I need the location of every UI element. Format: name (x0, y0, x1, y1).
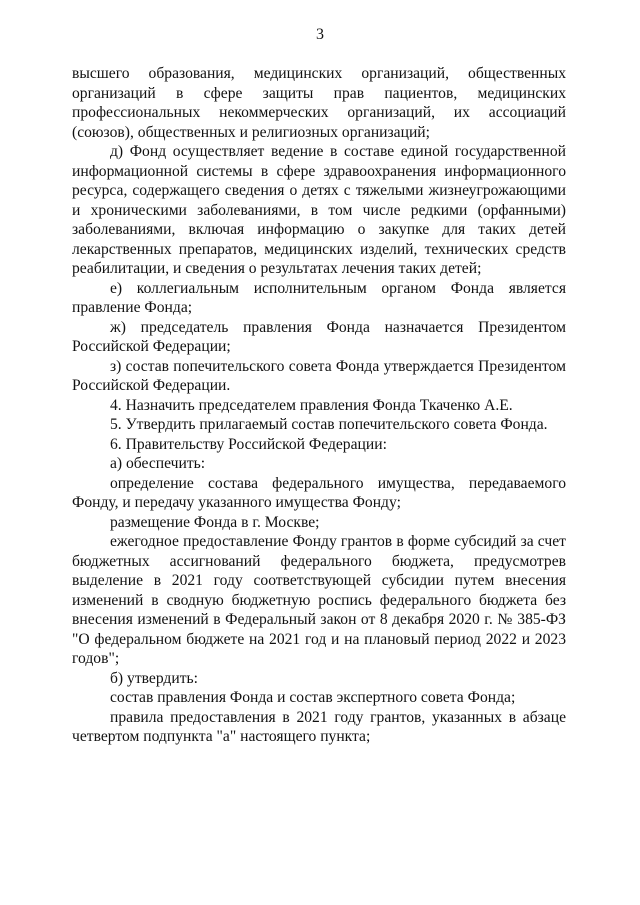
paragraph: а) обеспечить: (110, 455, 206, 472)
paragraph: б) утвердить: (110, 669, 198, 687)
paragraph: правила предоставления в 2021 году грантов, указанных в абзаце четвертом подпункта "а" настоящего пункта; (72, 708, 566, 745)
paragraph: е) коллегиальным исполнительным органом Фонда является правление Фонда; (72, 279, 566, 316)
page-number: 3 (316, 26, 324, 43)
paragraph: ежегодное предоставление Фонду грантов в форме субсидий за счет бюджетных ассигнований федерального бюджета, предусмотрев выделение в 2021 году соответствующей субсидии путем внесения изменений в сводную бюджетную роспись федерального бюджета без внесения изменений в Федеральный закон от 8 декабря 2020 г. № 385-ФЗ "О федеральном бюджете на 2021 год и на плановый период 2022 и 2023 годов"; (72, 533, 566, 667)
paragraph: 6. Правительству Российской Федерации: (110, 435, 387, 453)
paragraph: высшего образования, медицинских организаций, общественных организаций в сфере защиты прав пациентов, медицинских профессиональных некоммерческих организаций, их ассоциаций (союзов), общественных и религиозных организаций; (72, 65, 566, 141)
paragraph: д) Фонд осуществляет ведение в составе единой государственной информационной системы в сфере здравоохранения информационного ресурса, содержащего сведения о детях с тяжелыми жизнеугрожающими и хроническими заболеваниями, в том числе редкими (орфанными) заболеваниями, включая информацию о закупке для таких детей лекарственных препаратов, медицинских изделий, технических средств реабилитации, и сведения о результатах лечения таких детей; (72, 143, 566, 277)
paragraph: 4. Назначить председателем правления Фонда Ткаченко А.Е. (110, 396, 513, 414)
paragraph: размещение Фонда в г. Москве; (110, 513, 320, 531)
document-body (72, 64, 566, 747)
paragraph: состав правления Фонда и состав экспертного совета Фонда; (110, 689, 516, 706)
paragraph: ж) председатель правления Фонда назначается Президентом Российской Федерации; (72, 318, 566, 355)
paragraph: определение состава федерального имущества, передаваемого Фонду, и передачу указанного имущества Фонду; (72, 474, 566, 511)
paragraph: з) состав попечительского совета Фонда утверждается Президентом Российской Федерации. (72, 357, 566, 394)
paragraph: 5. Утвердить прилагаемый состав попечительского совета Фонда. (110, 416, 548, 433)
